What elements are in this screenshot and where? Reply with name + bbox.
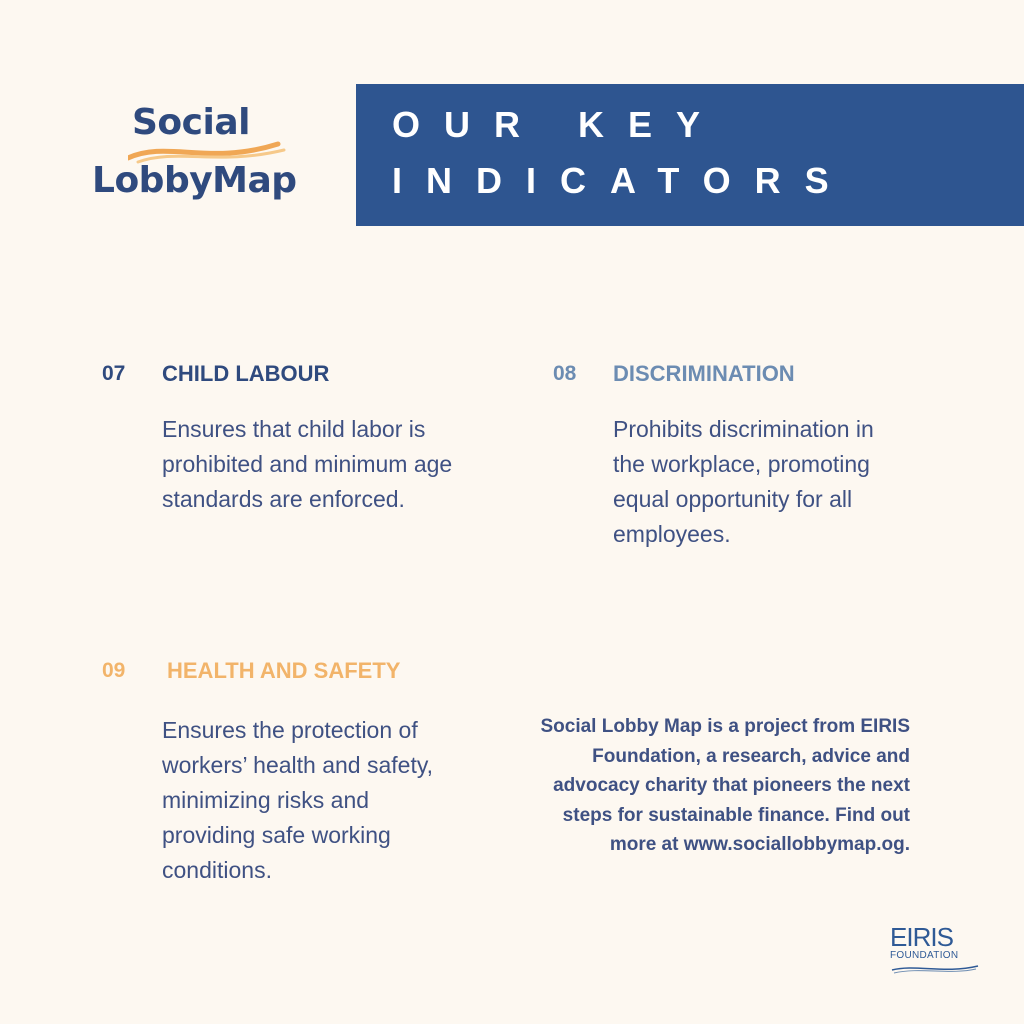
banner-title-line1: OUR KEY	[392, 104, 725, 145]
indicator-title-child-labour: CHILD LABOUR	[162, 361, 330, 386]
eiris-logo-sub: FOUNDATION	[890, 950, 959, 961]
eiris-logo-word: EIRIS	[890, 922, 953, 952]
eiris-foundation-logo	[890, 922, 990, 978]
indicator-number: 09	[102, 659, 126, 682]
indicator-description: Ensures that child labor is prohibited and minimum age standards are enforced.	[162, 416, 453, 512]
logo-text-lobbymap: LobbyMap	[92, 160, 297, 201]
project-note: Social Lobby Map is a project from EIRIS Foundation, a research, advice and advocacy charity that pioneers the next steps for sustainable finance. Find out more at www.sociallobbymap.og.	[540, 716, 910, 855]
indicator-number: 07	[102, 362, 126, 385]
indicator-title-discrimination: DISCRIMINATION	[613, 361, 795, 386]
logo-text-social: Social	[132, 102, 250, 143]
eiris-wave-icon	[890, 962, 980, 974]
indicator-description: Prohibits discrimination in the workplace, promoting equal opportunity for all employees.	[613, 416, 874, 547]
social-lobbymap-logo	[88, 100, 308, 210]
indicator-title-health-and-safety: HEALTH AND SAFETY	[167, 658, 401, 683]
banner-title-line2: INDICATORS	[392, 160, 853, 201]
indicator-description: Ensures the protection of workers’ health and safety, minimizing risks and providing safe working conditions.	[162, 717, 434, 883]
indicator-number: 08	[553, 362, 577, 385]
